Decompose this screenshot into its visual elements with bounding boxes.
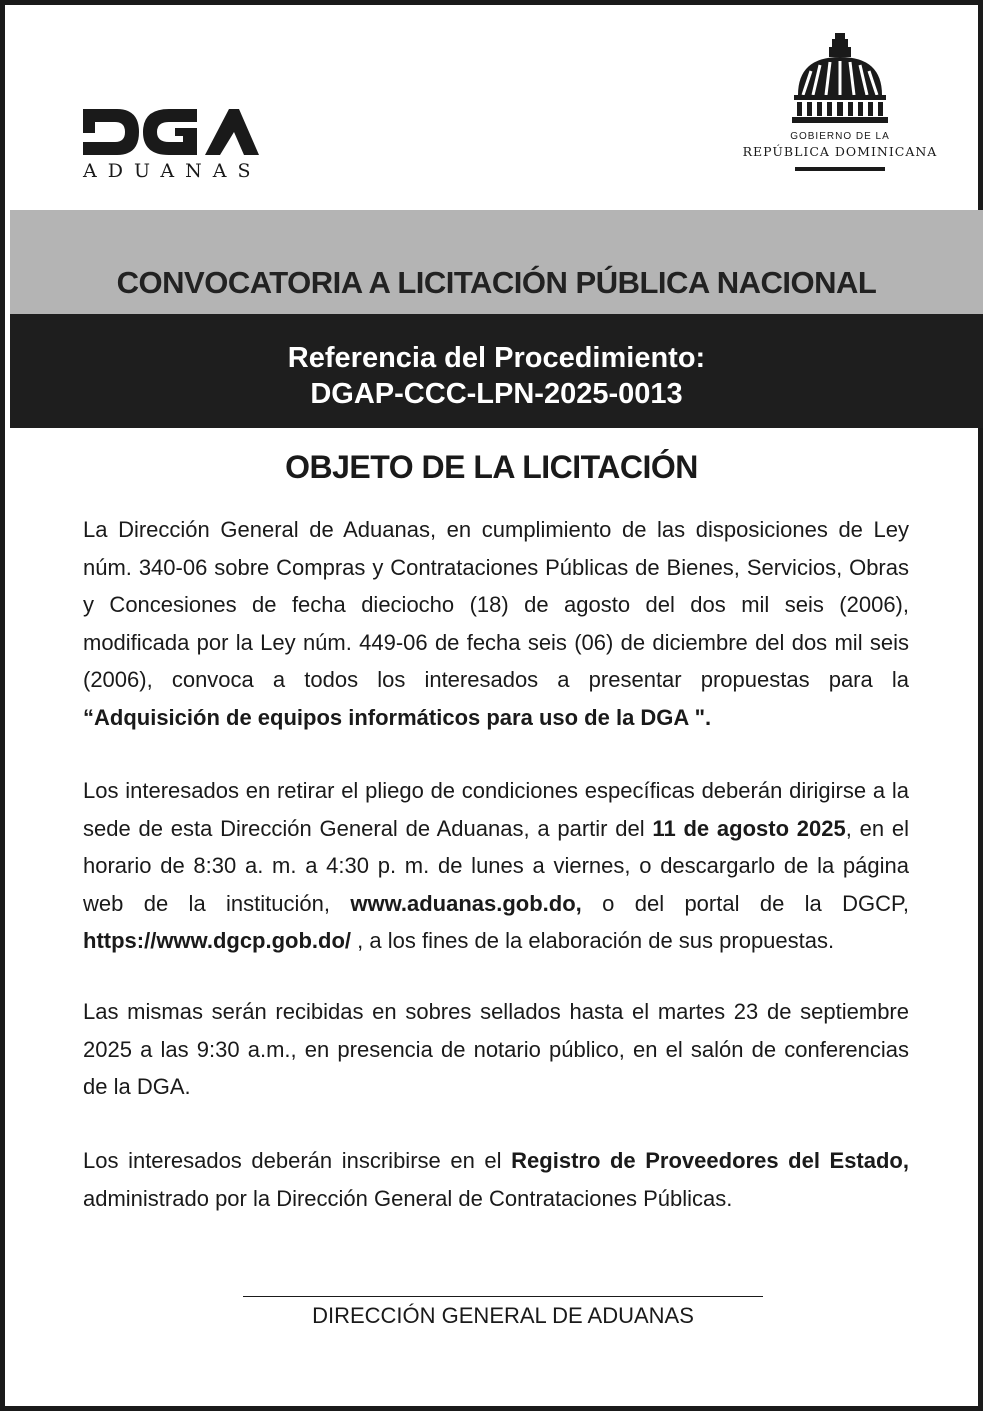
p4-text-b: administrado por la Dirección General de Contrataciones Públicas. [83,1185,733,1211]
p4-text-a: Los interesados deberán inscribirse en el [83,1148,512,1173]
paragraph-registration [83,1142,909,1217]
dga-subtitle: ADUANAS [83,160,262,182]
p1-text: La Dirección General de Aduanas, en cumplimiento de las disposiciones de Ley núm. 340-06 sobre Compras y Contrataciones Públicas de Bienes, Servicios, Obras y Concesiones de fecha dieciocho (18) de agosto del dos mil seis (2006), modificada por la Ley núm. 449-06 de fecha seis (06) de diciembre del dos mil seis (2006), convoca a todos los interesados a presentar propuestas para la [83,517,909,692]
p2-text-b: , en el horario de 8:30 a. m. a 4:30 p. m. de lunes a viernes, o descargarlo de la página web de la institución, [83,815,909,916]
p2-text-c: o del portal de la DGCP, [581,890,909,916]
p2-website-link[interactable]: www.aduanas.gob.do, [350,890,582,916]
section-title: OBJETO DE LA LICITACIÓN [285,449,698,485]
paragraph-reception [83,993,909,1106]
p2-date: 11 de agosto 2025 [652,815,846,841]
p2-text-d: , a los fines de la elaboración de sus propuestas. [351,928,835,953]
reference-band [10,314,983,428]
notice-title: CONVOCATORIA A LICITACIÓN PÚBLICA NACIONAL [116,265,877,300]
p2-text-a: Los interesados en retirar el pliego de condiciones específicas deberán dirigirse a la sede de esta Dirección General de Aduanas, a partir del [83,778,909,841]
p3-text: Las mismas serán recibidas en sobres sellados hasta el martes 23 de septiembre 2025 a las 9:30 a.m., en presencia de notario público, en el salón de conferencias de la DGA. [83,999,909,1099]
p4-registry: Registro de Proveedores del Estado, [511,1148,909,1173]
signature-line [243,1296,763,1297]
reference-label: Referencia del Procedimiento: [287,342,706,374]
gov-line-2: REPÚBLICA DOMINICANA [742,144,938,159]
title-band [10,210,983,314]
p1-procurement-name: “Adquisición de equipos informáticos para uso de la DGA ". [83,704,712,730]
gov-line-1: GOBIERNO DE LA [790,131,890,142]
paragraph-object [83,511,909,736]
p2-portal-link[interactable]: https://www.dgcp.gob.do/ [83,928,352,953]
signature-text: DIRECCIÓN GENERAL DE ADUANAS [312,1303,694,1328]
reference-code: DGAP-CCC-LPN-2025-0013 [310,378,683,410]
gov-underline [795,167,885,171]
paragraph-documents [83,772,909,960]
